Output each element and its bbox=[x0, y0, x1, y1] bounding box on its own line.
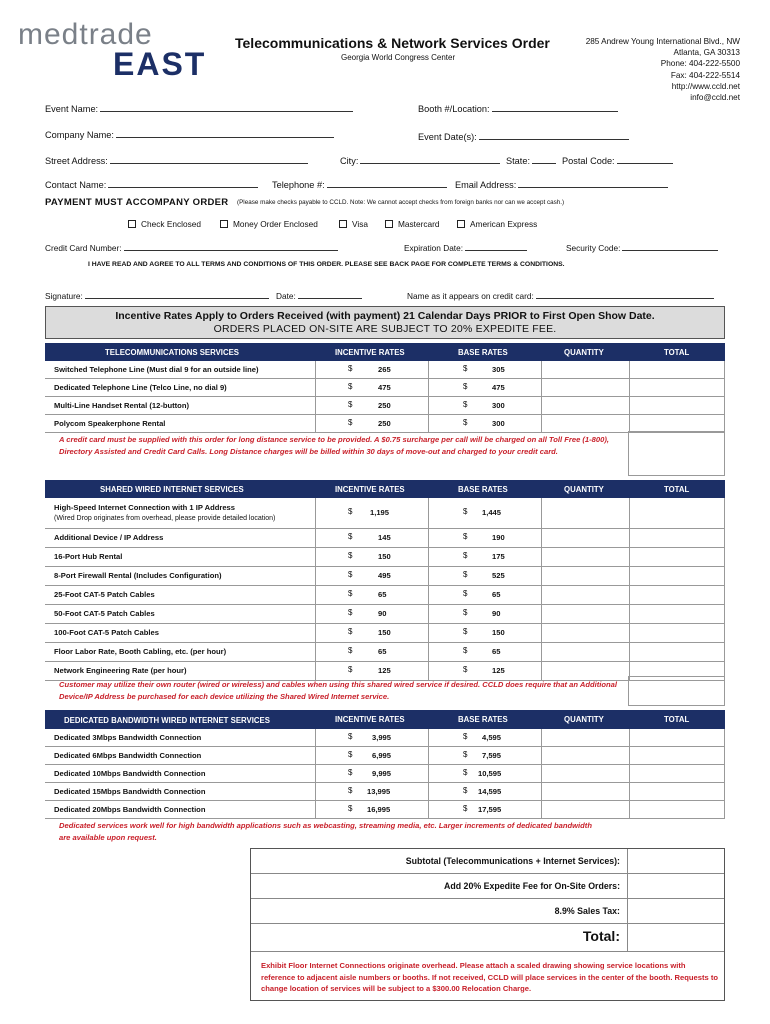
service-name: Floor Labor Rate, Booth Cabling, etc. (per hour) bbox=[54, 647, 227, 656]
table-row bbox=[45, 415, 725, 433]
total-header: TOTAL bbox=[664, 485, 690, 494]
incentive-rate: 3,995 bbox=[372, 733, 392, 742]
currency-symbol: $ bbox=[463, 804, 468, 813]
base-header: BASE RATES bbox=[458, 715, 508, 724]
quantity-input[interactable] bbox=[541, 397, 630, 414]
total-cell bbox=[629, 586, 725, 604]
company-name-field[interactable] bbox=[45, 128, 334, 140]
quantity-input[interactable] bbox=[541, 605, 630, 623]
incentive-rate: 145 bbox=[378, 533, 391, 542]
event-name-label: Event Name: bbox=[45, 104, 99, 114]
state-field[interactable] bbox=[506, 154, 556, 166]
currency-symbol: $ bbox=[348, 804, 353, 813]
quantity-input[interactable] bbox=[541, 747, 630, 764]
company-name-label: Company Name: bbox=[45, 130, 114, 140]
checkbox-icon[interactable] bbox=[128, 220, 136, 228]
service-subnote: (Wired Drop originates from overhead, please provide detailed location) bbox=[54, 515, 276, 522]
total-cell bbox=[629, 605, 725, 623]
service-name: High-Speed Internet Connection with 1 IP Address bbox=[54, 503, 236, 512]
total-cell bbox=[629, 361, 725, 378]
base-rate: 17,595 bbox=[478, 805, 502, 814]
base-rate: 65 bbox=[492, 590, 501, 599]
incentive-rate: 6,995 bbox=[372, 751, 392, 760]
base-header: BASE RATES bbox=[458, 485, 508, 494]
quantity-input[interactable] bbox=[541, 783, 630, 800]
service-name: 16-Port Hub Rental bbox=[54, 552, 123, 561]
venue-name: Georgia World Congress Center bbox=[341, 53, 456, 62]
banner-line2: ORDERS PLACED ON-SITE ARE SUBJECT TO 20% EXPEDITE FEE. bbox=[213, 323, 557, 335]
currency-symbol: $ bbox=[463, 400, 468, 409]
incentive-rate: 265 bbox=[378, 365, 391, 374]
option-mastercard[interactable] bbox=[385, 219, 440, 229]
internet-note-box bbox=[628, 676, 725, 706]
payment-title: PAYMENT MUST ACCOMPANY ORDER bbox=[45, 197, 229, 208]
total-cell bbox=[629, 801, 725, 818]
expedite-row bbox=[251, 874, 724, 899]
service-name: Additional Device / IP Address bbox=[54, 533, 164, 542]
quantity-input[interactable] bbox=[541, 361, 630, 378]
logo-line1: medtrade bbox=[18, 18, 153, 51]
quantity-input[interactable] bbox=[541, 643, 630, 661]
currency-symbol: $ bbox=[348, 570, 353, 579]
tax-row bbox=[251, 899, 724, 924]
subtotal-row bbox=[251, 849, 724, 874]
currency-symbol: $ bbox=[348, 507, 353, 516]
base-rate: 65 bbox=[492, 647, 501, 656]
incentive-rate: 65 bbox=[378, 647, 387, 656]
medtrade-east-logo bbox=[18, 20, 213, 80]
currency-symbol: $ bbox=[463, 589, 468, 598]
expiration-label: Expiration Date: bbox=[404, 243, 464, 253]
incentive-rate: 16,995 bbox=[367, 805, 391, 814]
city-label: City: bbox=[340, 156, 359, 166]
base-rate: 175 bbox=[492, 552, 505, 561]
signature-field[interactable] bbox=[45, 289, 269, 301]
subtotal-label: Subtotal (Telecommunications + Internet Services): bbox=[405, 856, 620, 866]
base-rate: 305 bbox=[492, 365, 505, 374]
section-title: TELECOMMUNICATIONS SERVICES bbox=[105, 348, 240, 357]
signature-label: Signature: bbox=[45, 291, 83, 301]
placement-footnote: Exhibit Floor Internet Connections originate overhead. Please attach a scaled drawing showing service locations with reference to adjacent aisle numbers or booths. If not received, CCLD will place services in the center of the booth. Requests to change location of services will be subject to a $300.00 Relocation Charge. bbox=[261, 961, 719, 994]
base-rate: 475 bbox=[492, 383, 505, 392]
service-name: 50-Foot CAT-5 Patch Cables bbox=[54, 609, 155, 618]
total-cell bbox=[629, 548, 725, 566]
total-cell bbox=[629, 624, 725, 642]
section-title: SHARED WIRED INTERNET SERVICES bbox=[100, 485, 244, 494]
telephone-field[interactable] bbox=[272, 178, 447, 190]
currency-symbol: $ bbox=[348, 665, 353, 674]
total-label: Total: bbox=[582, 928, 620, 944]
logo-line2: EAST bbox=[113, 46, 207, 82]
address-line: Phone: 404-222-5500 bbox=[660, 59, 740, 69]
currency-symbol: $ bbox=[348, 750, 353, 759]
service-name: 8-Port Firewall Rental (Includes Configuration) bbox=[54, 571, 222, 580]
table-row bbox=[45, 643, 725, 662]
event-dates-field[interactable] bbox=[418, 130, 629, 142]
table-row bbox=[45, 379, 725, 397]
quantity-input[interactable] bbox=[541, 415, 630, 432]
total-cell bbox=[629, 729, 725, 746]
total-header: TOTAL bbox=[664, 715, 690, 724]
service-name: Dedicated 6Mbps Bandwidth Connection bbox=[54, 751, 202, 760]
incentive-rate: 90 bbox=[378, 609, 387, 618]
base-rate: 525 bbox=[492, 571, 505, 580]
total-header: TOTAL bbox=[664, 348, 690, 357]
cc-number-label: Credit Card Number: bbox=[45, 243, 122, 253]
option-check-enclosed[interactable] bbox=[128, 219, 201, 229]
currency-symbol: $ bbox=[348, 551, 353, 560]
quantity-input[interactable] bbox=[541, 662, 630, 680]
service-name: Dedicated Telephone Line (Telco Line, no dial 9) bbox=[54, 383, 227, 392]
currency-symbol: $ bbox=[463, 750, 468, 759]
table-row bbox=[45, 548, 725, 567]
service-name: Dedicated 3Mbps Bandwidth Connection bbox=[54, 733, 202, 742]
telecom-note-box bbox=[628, 431, 725, 476]
option-label: American Express bbox=[470, 219, 538, 229]
currency-symbol: $ bbox=[463, 364, 468, 373]
option-label: Visa bbox=[352, 219, 368, 229]
checkbox-icon[interactable] bbox=[457, 220, 465, 228]
currency-symbol: $ bbox=[348, 786, 353, 795]
currency-symbol: $ bbox=[463, 732, 468, 741]
base-header: BASE RATES bbox=[458, 348, 508, 357]
table-row bbox=[45, 729, 725, 747]
quantity-header: QUANTITY bbox=[564, 348, 604, 357]
currency-symbol: $ bbox=[348, 400, 353, 409]
total-cell bbox=[629, 567, 725, 585]
quantity-input[interactable] bbox=[541, 379, 630, 396]
quantity-header: QUANTITY bbox=[564, 715, 604, 724]
base-rate: 190 bbox=[492, 533, 505, 542]
internet-table bbox=[45, 480, 725, 681]
option-american-express[interactable] bbox=[457, 219, 537, 229]
banner-line1: Incentive Rates Apply to Orders Received (with payment) 21 Calendar Days PRIOR to First Open Show Date. bbox=[115, 310, 655, 322]
quantity-input[interactable] bbox=[541, 498, 630, 528]
currency-symbol: $ bbox=[463, 418, 468, 427]
incentive-banner bbox=[45, 306, 725, 339]
currency-symbol: $ bbox=[463, 627, 468, 636]
currency-symbol: $ bbox=[463, 551, 468, 560]
incentive-rate: 150 bbox=[378, 552, 391, 561]
section-title: DEDICATED BANDWIDTH WIRED INTERNET SERVICES bbox=[64, 716, 270, 725]
security-label: Security Code: bbox=[566, 243, 621, 253]
tax-label: 8.9% Sales Tax: bbox=[554, 906, 620, 916]
contact-name-field[interactable] bbox=[45, 178, 258, 190]
table-row bbox=[45, 783, 725, 801]
quantity-input[interactable] bbox=[541, 729, 630, 746]
table-row bbox=[45, 586, 725, 605]
service-name: Dedicated 15Mbps Bandwidth Connection bbox=[54, 787, 206, 796]
total-cell bbox=[629, 529, 725, 547]
base-rate: 150 bbox=[492, 628, 505, 637]
dedicated-table bbox=[45, 710, 725, 819]
telecom-table bbox=[45, 343, 725, 433]
currency-symbol: $ bbox=[348, 732, 353, 741]
street-address-field[interactable] bbox=[45, 154, 308, 166]
incentive-rate: 495 bbox=[378, 571, 391, 580]
dedicated-note: Dedicated services work well for high bandwidth applications such as webcasting, streaming media, etc. Larger increments of dedicated bandwidth are available upon request. bbox=[59, 821, 592, 842]
expiration-date-field[interactable] bbox=[404, 241, 527, 253]
quantity-input[interactable] bbox=[541, 529, 630, 547]
quantity-input[interactable] bbox=[541, 801, 630, 818]
base-rate: 300 bbox=[492, 401, 505, 410]
address-line: http://www.ccld.net bbox=[671, 81, 740, 91]
currency-symbol: $ bbox=[463, 507, 468, 516]
telecom-note: A credit card must be supplied with this order for long distance service to be provided. A $0.75 surcharge per call will be charged on all Toll Free (1-800), Directory Assisted and Credit Card Calls. Long Distance charges will be billed within 30 days of move-out and charged to your credit card. bbox=[59, 435, 609, 456]
total-cell bbox=[629, 643, 725, 661]
event-name-field[interactable] bbox=[45, 102, 353, 114]
address-line: info@ccld.net bbox=[690, 93, 740, 103]
table-row bbox=[45, 397, 725, 415]
incentive-rate: 250 bbox=[378, 419, 391, 428]
city-field[interactable] bbox=[340, 154, 500, 166]
subtotal-input[interactable] bbox=[627, 849, 724, 873]
event-dates-label: Event Date(s): bbox=[418, 132, 477, 142]
quantity-header: QUANTITY bbox=[564, 485, 604, 494]
table-row bbox=[45, 801, 725, 819]
table-row bbox=[45, 765, 725, 783]
service-name: Dedicated 10Mbps Bandwidth Connection bbox=[54, 769, 206, 778]
quantity-input[interactable] bbox=[541, 586, 630, 604]
option-label: Money Order Enclosed bbox=[233, 219, 318, 229]
incentive-rate: 150 bbox=[378, 628, 391, 637]
table-row bbox=[45, 747, 725, 765]
incentive-header: INCENTIVE RATES bbox=[335, 485, 405, 494]
date-label: Date: bbox=[276, 291, 296, 301]
currency-symbol: $ bbox=[348, 608, 353, 617]
base-rate: 125 bbox=[492, 666, 505, 675]
table-row bbox=[45, 361, 725, 379]
total-cell bbox=[629, 747, 725, 764]
address-line: Atlanta, GA 30313 bbox=[673, 48, 740, 58]
table-row bbox=[45, 567, 725, 586]
table-header bbox=[45, 343, 725, 361]
base-rate: 1,445 bbox=[482, 508, 502, 517]
base-rate: 90 bbox=[492, 609, 501, 618]
currency-symbol: $ bbox=[348, 646, 353, 655]
option-label: Check Enclosed bbox=[141, 219, 201, 229]
total-cell bbox=[629, 379, 725, 396]
credit-card-number-field[interactable] bbox=[45, 241, 338, 253]
total-cell bbox=[629, 415, 725, 432]
total-cell bbox=[629, 498, 725, 528]
name-on-card-label: Name as it appears on credit card: bbox=[407, 291, 534, 301]
incentive-rate: 1,195 bbox=[370, 508, 390, 517]
incentive-rate: 13,995 bbox=[367, 787, 391, 796]
currency-symbol: $ bbox=[463, 786, 468, 795]
checkbox-icon[interactable] bbox=[339, 220, 347, 228]
table-header bbox=[45, 480, 725, 498]
date-field[interactable] bbox=[276, 289, 362, 301]
expedite-input[interactable] bbox=[627, 874, 724, 898]
currency-symbol: $ bbox=[463, 382, 468, 391]
service-name: 25-Foot CAT-5 Patch Cables bbox=[54, 590, 155, 599]
page-title: Telecommunications & Network Services Order bbox=[235, 35, 550, 51]
currency-symbol: $ bbox=[348, 532, 353, 541]
service-name: Multi-Line Handset Rental (12-button) bbox=[54, 401, 189, 410]
option-label: Mastercard bbox=[398, 219, 440, 229]
service-name: Polycom Speakerphone Rental bbox=[54, 419, 166, 428]
currency-symbol: $ bbox=[463, 608, 468, 617]
currency-symbol: $ bbox=[463, 768, 468, 777]
currency-symbol: $ bbox=[463, 532, 468, 541]
address-line: Fax: 404-222-5514 bbox=[670, 70, 740, 80]
currency-symbol: $ bbox=[348, 418, 353, 427]
base-rate: 4,595 bbox=[482, 733, 502, 742]
option-visa[interactable] bbox=[339, 219, 368, 229]
currency-symbol: $ bbox=[463, 646, 468, 655]
email-field[interactable] bbox=[455, 178, 668, 190]
currency-symbol: $ bbox=[348, 627, 353, 636]
incentive-rate: 125 bbox=[378, 666, 391, 675]
quantity-input[interactable] bbox=[541, 624, 630, 642]
service-name: Dedicated 20Mbps Bandwidth Connection bbox=[54, 805, 206, 814]
table-row bbox=[45, 529, 725, 548]
contact-label: Contact Name: bbox=[45, 180, 107, 190]
quantity-input[interactable] bbox=[541, 765, 630, 782]
service-name: 100-Foot CAT-5 Patch Cables bbox=[54, 628, 159, 637]
service-name: Network Engineering Rate (per hour) bbox=[54, 666, 187, 675]
incentive-rate: 475 bbox=[378, 383, 391, 392]
table-row bbox=[45, 498, 725, 529]
payment-note: (Please make checks payable to CCLD. Note: We cannot accept checks from foreign banks nor can we accept cash.) bbox=[237, 199, 565, 206]
incentive-rate: 250 bbox=[378, 401, 391, 410]
totals-box bbox=[250, 848, 725, 1001]
base-rate: 10,595 bbox=[478, 769, 502, 778]
security-code-field[interactable] bbox=[566, 241, 718, 253]
internet-note: Customer may utilize their own router (wired or wireless) and cables when using this shared wired service if desired. CCLD does require that an Additional Device/IP Address be purchased for each device utilizing the Shared Wired Internet service. bbox=[59, 680, 617, 701]
total-cell bbox=[629, 783, 725, 800]
street-label: Street Address: bbox=[45, 156, 108, 166]
table-header bbox=[45, 710, 725, 729]
incentive-header: INCENTIVE RATES bbox=[335, 348, 405, 357]
table-row bbox=[45, 624, 725, 643]
currency-symbol: $ bbox=[463, 570, 468, 579]
address-line: 285 Andrew Young International Blvd., NW bbox=[585, 37, 740, 46]
name-on-card-field[interactable] bbox=[407, 289, 714, 301]
table-row bbox=[45, 605, 725, 624]
base-rate: 7,595 bbox=[482, 751, 502, 760]
total-cell bbox=[629, 765, 725, 782]
currency-symbol: $ bbox=[348, 768, 353, 777]
currency-symbol: $ bbox=[348, 382, 353, 391]
service-name: Switched Telephone Line (Must dial 9 for an outside line) bbox=[54, 365, 259, 374]
state-label: State: bbox=[506, 156, 531, 166]
total-cell bbox=[629, 397, 725, 414]
telephone-label: Telephone #: bbox=[272, 180, 325, 190]
booth-label: Booth #/Location: bbox=[418, 104, 490, 114]
email-label: Email Address: bbox=[455, 180, 517, 190]
postal-label: Postal Code: bbox=[562, 156, 615, 166]
quantity-input[interactable] bbox=[541, 548, 630, 566]
incentive-rate: 65 bbox=[378, 590, 387, 599]
incentive-header: INCENTIVE RATES bbox=[335, 715, 405, 724]
total-row bbox=[251, 924, 724, 952]
option-money-order[interactable] bbox=[220, 219, 318, 229]
booth-location-field[interactable] bbox=[418, 102, 618, 114]
checkbox-icon[interactable] bbox=[220, 220, 228, 228]
currency-symbol: $ bbox=[348, 589, 353, 598]
currency-symbol: $ bbox=[348, 364, 353, 373]
tax-input[interactable] bbox=[627, 899, 724, 923]
quantity-input[interactable] bbox=[541, 567, 630, 585]
currency-symbol: $ bbox=[463, 665, 468, 674]
incentive-rate: 9,995 bbox=[372, 769, 392, 778]
terms-agreement: I HAVE READ AND AGREE TO ALL TERMS AND CONDITIONS OF THIS ORDER. PLEASE SEE BACK PAGE FOR COMPLETE TERMS & CONDITIONS. bbox=[88, 261, 565, 268]
base-rate: 14,595 bbox=[478, 787, 502, 796]
postal-code-field[interactable] bbox=[562, 154, 673, 166]
total-input[interactable] bbox=[627, 924, 724, 951]
base-rate: 300 bbox=[492, 419, 505, 428]
expedite-label: Add 20% Expedite Fee for On-Site Orders: bbox=[444, 881, 620, 891]
checkbox-icon[interactable] bbox=[385, 220, 393, 228]
contact-address bbox=[586, 36, 740, 103]
